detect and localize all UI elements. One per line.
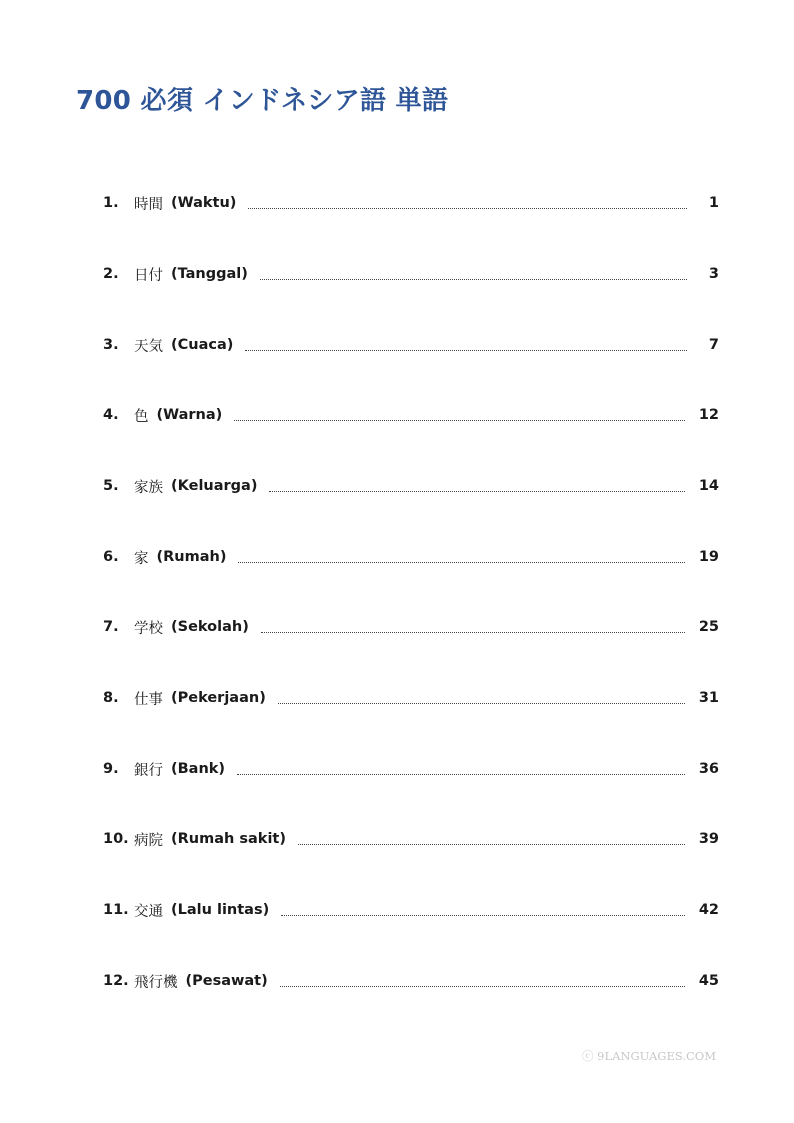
toc-entry-keluarga[interactable] <box>103 471 719 501</box>
toc-entry-japanese: 家族 <box>134 479 163 496</box>
toc-entry-japanese: 飛行機 <box>134 974 178 991</box>
toc-entry-page: 1 <box>708 195 719 211</box>
toc-entry-page: 36 <box>698 761 719 777</box>
dot-leader <box>261 632 685 633</box>
toc-entry-indonesian: (Tanggal) <box>171 266 248 282</box>
toc-entry-cuaca[interactable] <box>103 330 719 360</box>
toc-entry-page: 19 <box>698 549 719 565</box>
toc-entry-japanese: 学校 <box>134 620 163 637</box>
toc-entry-page: 31 <box>698 690 719 706</box>
dot-leader <box>298 844 685 845</box>
dot-leader <box>269 491 684 492</box>
toc-entry-pesawat[interactable] <box>103 966 719 996</box>
toc-entry-number: 7. <box>103 619 119 635</box>
dot-leader <box>260 279 687 280</box>
toc-entry-japanese: 交通 <box>134 903 163 920</box>
toc-entry-indonesian: (Bank) <box>171 761 226 777</box>
toc-entry-indonesian: (Sekolah) <box>171 619 249 635</box>
dot-leader <box>248 208 687 209</box>
toc-entry-number: 4. <box>103 407 119 423</box>
toc-entry-page: 42 <box>698 902 719 918</box>
toc-entry-japanese: 家 <box>134 550 149 567</box>
toc-entry-page: 45 <box>698 973 719 989</box>
toc-entry-rumah-sakit[interactable] <box>103 824 719 854</box>
toc-entry-page: 39 <box>698 831 719 847</box>
page-title: 700 必須 インドネシア語 単語 <box>76 86 449 116</box>
toc-entry-warna[interactable] <box>103 400 719 430</box>
toc-entry-japanese: 病院 <box>134 832 163 849</box>
dot-leader <box>238 562 684 563</box>
toc-entry-sekolah[interactable] <box>103 612 719 642</box>
dot-leader <box>234 420 685 421</box>
toc-entry-indonesian: (Pekerjaan) <box>171 690 266 706</box>
toc-entry-number: 1. <box>103 195 119 211</box>
toc-entry-japanese: 日付 <box>134 267 163 284</box>
toc-entry-lalu-lintas[interactable] <box>103 895 719 925</box>
toc-entry-rumah[interactable] <box>103 542 719 572</box>
toc-entry-japanese: 仕事 <box>134 691 163 708</box>
toc-entry-page: 25 <box>698 619 719 635</box>
toc-entry-pekerjaan[interactable] <box>103 683 719 713</box>
toc-entry-number: 11. <box>103 902 129 918</box>
toc-entry-indonesian: (Waktu) <box>171 195 237 211</box>
toc-entry-number: 3. <box>103 337 119 353</box>
toc-entry-indonesian: (Pesawat) <box>185 973 268 989</box>
toc-entry-number: 8. <box>103 690 119 706</box>
toc-entry-page: 14 <box>698 478 719 494</box>
toc-entry-number: 2. <box>103 266 119 282</box>
toc-entry-number: 9. <box>103 761 119 777</box>
dot-leader <box>237 774 685 775</box>
dot-leader <box>281 915 685 916</box>
toc-entry-waktu[interactable] <box>103 188 719 218</box>
toc-entry-indonesian: (Rumah) <box>156 549 227 565</box>
toc-entry-indonesian: (Keluarga) <box>171 478 258 494</box>
toc-entry-japanese: 銀行 <box>134 762 163 779</box>
toc-entry-number: 6. <box>103 549 119 565</box>
toc-entry-tanggal[interactable] <box>103 259 719 289</box>
toc-entry-page: 12 <box>698 407 719 423</box>
dot-leader <box>280 986 685 987</box>
toc-entry-japanese: 時間 <box>134 196 163 213</box>
toc-entry-indonesian: (Cuaca) <box>171 337 234 353</box>
toc-entry-page: 7 <box>708 337 719 353</box>
dot-leader <box>278 703 685 704</box>
toc-entry-indonesian: (Rumah sakit) <box>171 831 286 847</box>
toc-entry-indonesian: (Lalu lintas) <box>171 902 270 918</box>
toc-entry-bank[interactable] <box>103 754 719 784</box>
toc-entry-page: 3 <box>708 266 719 282</box>
toc-entry-number: 12. <box>103 973 129 989</box>
toc-entry-japanese: 色 <box>134 408 149 425</box>
toc-entry-indonesian: (Warna) <box>156 407 223 423</box>
toc-entry-number: 5. <box>103 478 119 494</box>
copyright-footer: ⓒ 9LANGUAGES.COM <box>581 1049 716 1063</box>
toc-entry-japanese: 天気 <box>134 338 163 355</box>
dot-leader <box>245 350 687 351</box>
toc-entry-number: 10. <box>103 831 129 847</box>
